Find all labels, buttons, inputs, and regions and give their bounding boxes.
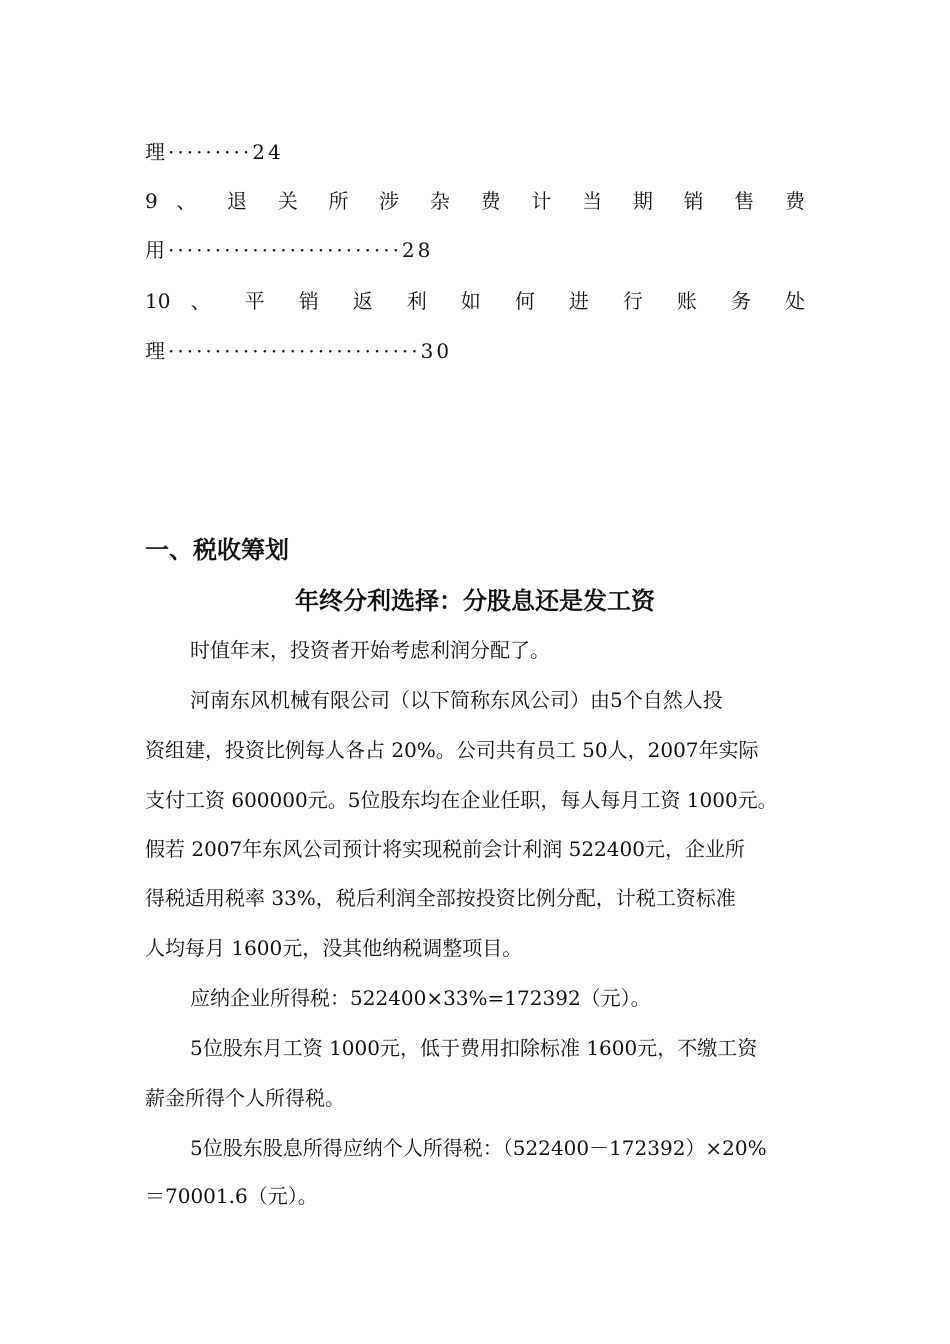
section-heading: 一、税收筹划: [145, 536, 289, 564]
paragraph-5-line-2: ＝70001.6（元）。: [145, 1184, 318, 1208]
paragraph-2-line-3: 支付工资 600000元。5位股东均在企业任职，每人每月工资 1000元。: [145, 788, 778, 812]
article-title: 年终分利选择：分股息还是发工资: [295, 587, 655, 615]
toc-line-continuation: 理·········24: [145, 140, 284, 164]
paragraph-3: 应纳企业所得税：522400×33%=172392（元）。: [190, 986, 651, 1010]
toc-item-9-continuation: 用·························28: [145, 238, 434, 262]
paragraph-2-line-1: 河南东风机械有限公司（以下简称东风公司）由5个自然人投: [190, 688, 723, 712]
paragraph-5-line-1: 5位股东股息所得应纳个人所得税：（522400－172392）×20%: [190, 1136, 767, 1160]
paragraph-2-line-2: 资组建，投资比例每人各占 20%。公司共有员工 50人，2007年实际: [145, 738, 759, 762]
paragraph-2-line-4: 假若 2007年东风公司预计将实现税前会计利润 522400元，企业所: [145, 837, 745, 861]
paragraph-4-line-1: 5位股东月工资 1000元，低于费用扣除标准 1600元，不缴工资: [190, 1036, 758, 1060]
toc-item-10-continuation: 理···························30: [145, 339, 453, 363]
paragraph-1: 时值年末，投资者开始考虑利润分配了。: [190, 638, 550, 662]
paragraph-2-line-5: 得税适用税率 33%，税后利润全部按投资比例分配，计税工资标准: [145, 886, 736, 910]
paragraph-2-line-6: 人均每月 1600元，没其他纳税调整项目。: [145, 936, 523, 960]
toc-item-10: 10 、 平 销 返 利 如 何 进 行 账 务 处: [145, 289, 805, 313]
paragraph-4-line-2: 薪金所得个人所得税。: [145, 1086, 345, 1110]
toc-item-9: 9 、 退 关 所 涉 杂 费 计 当 期 销 售 费: [145, 189, 805, 213]
